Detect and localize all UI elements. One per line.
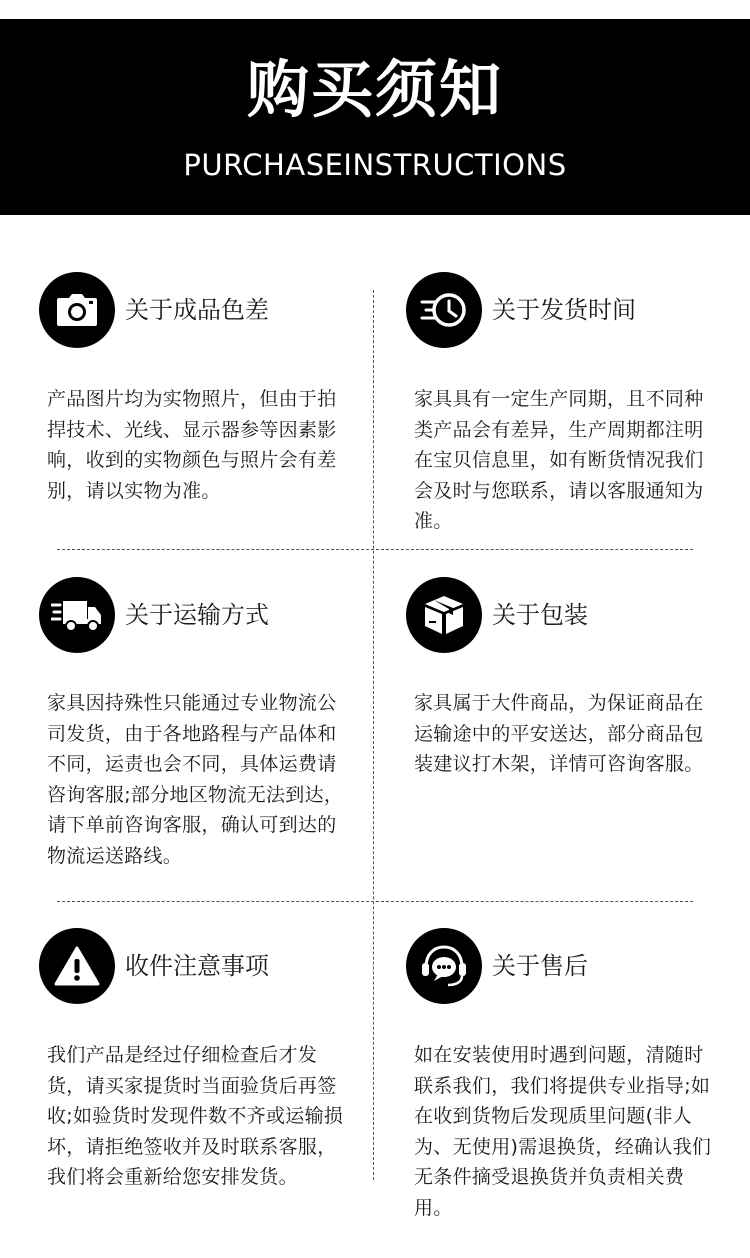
section-body: 家具因持殊性只能通过专业物流公司发货，由于各地路程与产品体和不同，运责也会不同，具体运费请咨询客服;部分地区物流无法到达，请下单前咨询客服，确认可到达的物流运送路线。 <box>47 692 344 867</box>
fast-clock-icon <box>406 272 482 348</box>
vertical-divider <box>373 290 374 1180</box>
section-title: 关于发货时间 <box>492 296 636 324</box>
section-body: 如在安装使用时遇到问题，清随时联系我们，我们将提供专业指导;如在收到货物后发现质里问题(非人为、无使用)需退换货，经确认我们无条件摘受退换货并负责相关费用。 <box>414 1044 712 1219</box>
headset-chat-icon <box>406 928 482 1004</box>
section-body: 我们产品是经过仔细检查后才发货，请买家提货时当面验货后再签收;如验货时发现件数不齐或运输损坏，请拒绝签收并及时联系客服，我们将会重新给您安排发货。 <box>47 1044 344 1188</box>
section-packaging <box>406 577 716 775</box>
page-title: 购买须知 <box>246 53 503 126</box>
section-title: 关于售后 <box>492 952 588 980</box>
section-title: 关于包装 <box>492 601 588 629</box>
section-title: 关于运输方式 <box>125 601 269 629</box>
section-title: 收件注意事项 <box>125 952 269 980</box>
section-color-difference <box>39 272 349 502</box>
page-subtitle: PURCHASEINSTRUCTIONS <box>183 148 567 182</box>
package-box-icon <box>406 577 482 653</box>
horizontal-divider <box>57 549 693 550</box>
section-body: 家具属于大件商品，为保证商品在运输途中的平安送达，部分商品包装建议打木架，详情可咨询客服。 <box>414 692 704 775</box>
section-body: 家具具有一定生产同期，且不同种类产品会有差异，生产周期都注明在宝贝信息里，如有断货情况我们会及时与您联系，请以客服通知为准。 <box>414 388 704 532</box>
camera-icon <box>39 272 115 348</box>
section-title: 关于成品色差 <box>125 296 269 324</box>
section-shipping-time <box>406 272 716 532</box>
section-transport-method <box>39 577 349 867</box>
warning-triangle-icon <box>39 928 115 1004</box>
section-receiving-notes <box>39 928 349 1188</box>
horizontal-divider <box>57 901 693 902</box>
delivery-truck-icon <box>39 577 115 653</box>
section-after-sales <box>406 928 716 1219</box>
section-body: 产品图片均为实物照片，但由于拍捍技术、光线、显示器参等因素影响，收到的实物颜色与照片会有差别，请以实物为准。 <box>47 388 337 502</box>
header-banner <box>0 19 750 215</box>
